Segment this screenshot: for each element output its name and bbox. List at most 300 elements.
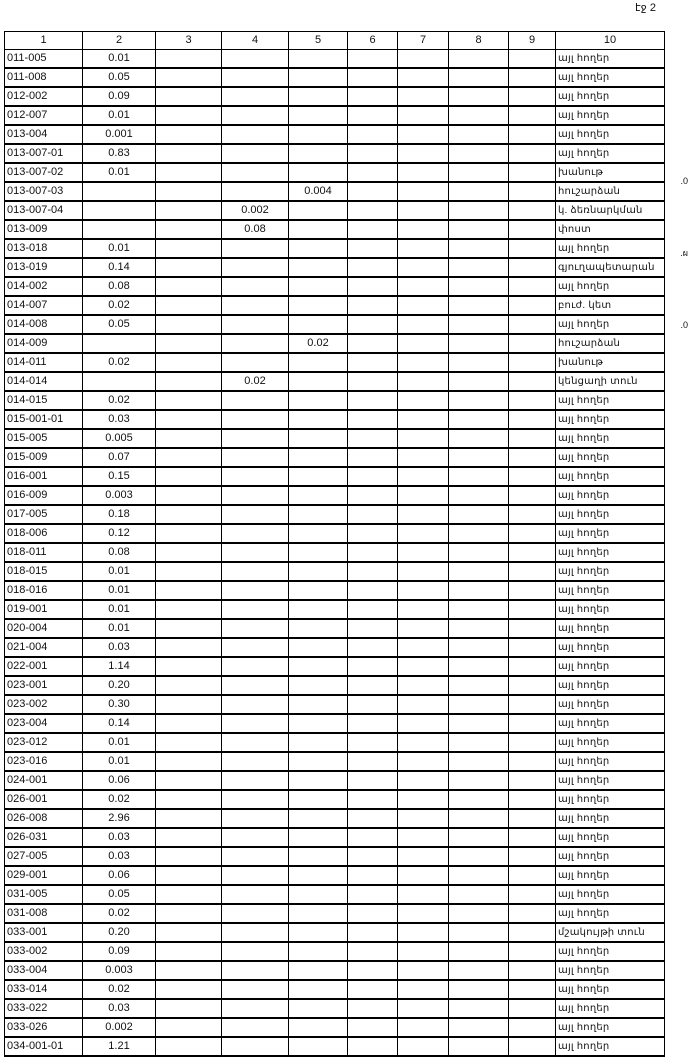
area-col4-cell [222, 1018, 289, 1037]
area-col4-cell [222, 296, 289, 315]
col9-cell [509, 125, 556, 144]
area-col5-cell [289, 296, 348, 315]
col8-cell [449, 942, 509, 961]
col8-cell [449, 353, 509, 372]
land-use-cell: այլ հողեր [556, 733, 665, 752]
table-row [5, 182, 665, 201]
area-col2-cell: 0.02 [83, 790, 156, 809]
col3-cell [156, 752, 222, 771]
col-header-5: 5 [289, 32, 348, 50]
col3-cell [156, 581, 222, 600]
land-use-cell: բուժ. կետ [556, 296, 665, 315]
parcel-code-cell: 033-002 [5, 942, 83, 961]
col7-cell [398, 524, 449, 543]
col7-cell [398, 600, 449, 619]
area-col2-cell: 0.08 [83, 543, 156, 562]
area-col2-cell: 0.01 [83, 239, 156, 258]
area-col2-cell [83, 334, 156, 353]
col9-cell [509, 752, 556, 771]
col9-cell [509, 144, 556, 163]
col3-cell [156, 410, 222, 429]
land-use-cell: կ. ձեռնարկման [556, 201, 665, 220]
col8-cell [449, 239, 509, 258]
parcel-code-cell: 029-001 [5, 866, 83, 885]
area-col5-cell [289, 866, 348, 885]
col9-cell [509, 657, 556, 676]
table-row [5, 600, 665, 619]
area-col4-cell [222, 410, 289, 429]
parcel-code-cell: 012-007 [5, 106, 83, 125]
col8-cell [449, 334, 509, 353]
col7-cell [398, 258, 449, 277]
land-use-cell: այլ հողեր [556, 638, 665, 657]
col6-cell [348, 296, 398, 315]
parcel-code-cell: 013-004 [5, 125, 83, 144]
table-row [5, 467, 665, 486]
parcel-code-cell: 027-005 [5, 847, 83, 866]
parcel-code-cell: 020-004 [5, 619, 83, 638]
table-row [5, 144, 665, 163]
land-use-cell: այլ հողեր [556, 467, 665, 486]
col8-cell [449, 391, 509, 410]
parcel-code-cell: 013-009 [5, 220, 83, 239]
col3-cell [156, 809, 222, 828]
parcel-code-cell: 019-001 [5, 600, 83, 619]
col9-cell [509, 277, 556, 296]
parcel-code-cell: 026-008 [5, 809, 83, 828]
col7-cell [398, 201, 449, 220]
area-col2-cell: 0.02 [83, 980, 156, 999]
area-col5-cell [289, 904, 348, 923]
col3-cell [156, 562, 222, 581]
col6-cell [348, 505, 398, 524]
area-col2-cell: 0.01 [83, 752, 156, 771]
area-col2-cell: 0.02 [83, 904, 156, 923]
area-col4-cell [222, 619, 289, 638]
area-col2-cell: 0.09 [83, 942, 156, 961]
col9-cell [509, 581, 556, 600]
land-use-cell: այլ հողեր [556, 50, 665, 69]
area-col2-cell: 0.003 [83, 486, 156, 505]
area-col5-cell [289, 448, 348, 467]
col3-cell [156, 182, 222, 201]
col6-cell [348, 790, 398, 809]
area-col4-cell [222, 448, 289, 467]
area-col5-cell [289, 695, 348, 714]
col9-cell [509, 942, 556, 961]
land-use-cell: այլ հողեր [556, 676, 665, 695]
col-header-10: 10 [556, 32, 665, 50]
col3-cell [156, 296, 222, 315]
parcel-code-cell: 011-005 [5, 50, 83, 69]
table-row [5, 942, 665, 961]
col8-cell [449, 315, 509, 334]
parcel-code-cell: 024-001 [5, 771, 83, 790]
area-col4-cell [222, 486, 289, 505]
parcel-code-cell: 014-009 [5, 334, 83, 353]
area-col4-cell [222, 676, 289, 695]
col6-cell [348, 486, 398, 505]
area-col5-cell [289, 505, 348, 524]
col6-cell [348, 562, 398, 581]
col9-cell [509, 372, 556, 391]
area-col4-cell [222, 258, 289, 277]
table-row [5, 334, 665, 353]
area-col4-cell [222, 961, 289, 980]
table-row [5, 1018, 665, 1037]
col7-cell [398, 50, 449, 69]
parcel-code-cell: 026-031 [5, 828, 83, 847]
parcel-code-cell: 013-019 [5, 258, 83, 277]
col6-cell [348, 467, 398, 486]
parcel-code-cell: 013-007-04 [5, 201, 83, 220]
area-col4-cell [222, 524, 289, 543]
col-header-8: 8 [449, 32, 509, 50]
area-col4-cell: 0.002 [222, 201, 289, 220]
area-col2-cell: 0.03 [83, 410, 156, 429]
area-col2-cell: 0.005 [83, 429, 156, 448]
col9-cell [509, 50, 556, 69]
col3-cell [156, 467, 222, 486]
parcel-code-cell: 015-001-01 [5, 410, 83, 429]
area-col5-cell [289, 68, 348, 87]
land-use-cell: այլ հողեր [556, 87, 665, 106]
table-row [5, 87, 665, 106]
area-col2-cell: 0.01 [83, 163, 156, 182]
col9-cell [509, 961, 556, 980]
area-col4-cell [222, 277, 289, 296]
col7-cell [398, 505, 449, 524]
col8-cell [449, 1018, 509, 1037]
table-row [5, 239, 665, 258]
area-col5-cell [289, 562, 348, 581]
area-col5-cell [289, 942, 348, 961]
land-use-cell: մշակույթի տուն [556, 923, 665, 942]
land-use-cell: այլ հողեր [556, 828, 665, 847]
col6-cell [348, 163, 398, 182]
table-row [5, 999, 665, 1018]
col8-cell [449, 258, 509, 277]
land-use-cell: հուշարձան [556, 334, 665, 353]
table-row [5, 1037, 665, 1056]
area-col4-cell [222, 239, 289, 258]
col9-cell [509, 524, 556, 543]
col8-cell [449, 372, 509, 391]
col9-cell [509, 1018, 556, 1037]
col8-cell [449, 524, 509, 543]
area-col4-cell [222, 505, 289, 524]
col7-cell [398, 68, 449, 87]
col-header-9: 9 [509, 32, 556, 50]
land-use-cell: այլ հողեր [556, 619, 665, 638]
table-row [5, 847, 665, 866]
col7-cell [398, 752, 449, 771]
col9-cell [509, 904, 556, 923]
land-use-cell: այլ հողեր [556, 714, 665, 733]
table-row [5, 695, 665, 714]
col3-cell [156, 315, 222, 334]
col3-cell [156, 980, 222, 999]
table-row [5, 809, 665, 828]
parcel-code-cell: 016-001 [5, 467, 83, 486]
col3-cell [156, 771, 222, 790]
col6-cell [348, 581, 398, 600]
col8-cell [449, 581, 509, 600]
area-col2-cell: 1.14 [83, 657, 156, 676]
area-col5-cell [289, 467, 348, 486]
land-use-cell: այլ հողեր [556, 277, 665, 296]
col6-cell [348, 258, 398, 277]
col8-cell [449, 714, 509, 733]
col3-cell [156, 885, 222, 904]
parcel-code-cell: 023-002 [5, 695, 83, 714]
land-use-cell: այլ հողեր [556, 866, 665, 885]
area-col4-cell [222, 904, 289, 923]
col9-cell [509, 334, 556, 353]
land-use-cell: այլ հողեր [556, 448, 665, 467]
table-row [5, 866, 665, 885]
table-row [5, 657, 665, 676]
col3-cell [156, 68, 222, 87]
area-col4-cell [222, 752, 289, 771]
col-header-2: 2 [83, 32, 156, 50]
col9-cell [509, 999, 556, 1018]
area-col5-cell [289, 106, 348, 125]
col7-cell [398, 676, 449, 695]
land-use-cell: այլ հողեր [556, 942, 665, 961]
area-col2-cell: 0.001 [83, 125, 156, 144]
area-col4-cell: 0.08 [222, 220, 289, 239]
col8-cell [449, 182, 509, 201]
col3-cell [156, 106, 222, 125]
col8-cell [449, 562, 509, 581]
col3-cell [156, 144, 222, 163]
col7-cell [398, 296, 449, 315]
area-col5-cell [289, 315, 348, 334]
col7-cell [398, 980, 449, 999]
col6-cell [348, 239, 398, 258]
col8-cell [449, 106, 509, 125]
col9-cell [509, 201, 556, 220]
area-col2-cell: 0.01 [83, 106, 156, 125]
table-row [5, 391, 665, 410]
table-row [5, 486, 665, 505]
col7-cell [398, 353, 449, 372]
col8-cell [449, 505, 509, 524]
header-row [5, 32, 665, 50]
area-col5-cell [289, 752, 348, 771]
col3-cell [156, 277, 222, 296]
area-col5-cell [289, 87, 348, 106]
area-col5-cell [289, 790, 348, 809]
area-col5-cell [289, 429, 348, 448]
area-col5-cell [289, 163, 348, 182]
col7-cell [398, 448, 449, 467]
col3-cell [156, 961, 222, 980]
land-use-cell: այլ հողեր [556, 391, 665, 410]
margin-mark: .0 [680, 320, 688, 330]
col8-cell [449, 277, 509, 296]
table-row [5, 163, 665, 182]
area-col5-cell [289, 201, 348, 220]
col6-cell [348, 999, 398, 1018]
land-use-cell: այլ հողեր [556, 752, 665, 771]
col6-cell [348, 315, 398, 334]
col6-cell [348, 657, 398, 676]
area-col2-cell: 0.08 [83, 277, 156, 296]
col6-cell [348, 182, 398, 201]
col6-cell [348, 50, 398, 69]
col3-cell [156, 239, 222, 258]
col6-cell [348, 524, 398, 543]
col6-cell [348, 600, 398, 619]
col7-cell [398, 410, 449, 429]
col8-cell [449, 125, 509, 144]
land-use-cell: այլ հողեր [556, 581, 665, 600]
col3-cell [156, 87, 222, 106]
land-use-cell: այլ հողեր [556, 125, 665, 144]
area-col4-cell [222, 828, 289, 847]
area-col5-cell [289, 1018, 348, 1037]
col7-cell [398, 942, 449, 961]
area-col4-cell [222, 980, 289, 999]
area-col4-cell [222, 999, 289, 1018]
area-col5-cell [289, 638, 348, 657]
col3-cell [156, 220, 222, 239]
col3-cell [156, 391, 222, 410]
col-header-1: 1 [5, 32, 83, 50]
table-row [5, 125, 665, 144]
col7-cell [398, 847, 449, 866]
area-col5-cell [289, 847, 348, 866]
parcel-code-cell: 033-022 [5, 999, 83, 1018]
area-col5-cell [289, 220, 348, 239]
parcel-code-cell: 014-015 [5, 391, 83, 410]
land-use-cell: այլ հողեր [556, 904, 665, 923]
col3-cell [156, 163, 222, 182]
col7-cell [398, 334, 449, 353]
col7-cell [398, 961, 449, 980]
col8-cell [449, 163, 509, 182]
col9-cell [509, 258, 556, 277]
col7-cell [398, 220, 449, 239]
col6-cell [348, 372, 398, 391]
parcel-code-cell: 014-008 [5, 315, 83, 334]
land-use-cell: այլ հողեր [556, 524, 665, 543]
area-col4-cell [222, 353, 289, 372]
table-row [5, 353, 665, 372]
land-use-cell: հուշարձան [556, 182, 665, 201]
area-col4-cell [222, 657, 289, 676]
col7-cell [398, 429, 449, 448]
area-col5-cell [289, 543, 348, 562]
col8-cell [449, 904, 509, 923]
area-col2-cell: 1.21 [83, 1037, 156, 1056]
col3-cell [156, 942, 222, 961]
col9-cell [509, 220, 556, 239]
area-col2-cell: 0.01 [83, 50, 156, 69]
col6-cell [348, 1037, 398, 1056]
col7-cell [398, 562, 449, 581]
area-col5-cell [289, 144, 348, 163]
area-col2-cell: 0.20 [83, 676, 156, 695]
land-use-cell: այլ հողեր [556, 543, 665, 562]
parcel-code-cell: 026-001 [5, 790, 83, 809]
area-col5-cell [289, 676, 348, 695]
col6-cell [348, 106, 398, 125]
col3-cell [156, 543, 222, 562]
area-col4-cell [222, 885, 289, 904]
parcel-code-cell: 018-011 [5, 543, 83, 562]
col9-cell [509, 296, 556, 315]
col9-cell [509, 163, 556, 182]
area-col4-cell [222, 1037, 289, 1056]
col6-cell [348, 429, 398, 448]
col8-cell [449, 676, 509, 695]
col9-cell [509, 619, 556, 638]
col6-cell [348, 543, 398, 562]
col8-cell [449, 429, 509, 448]
col8-cell [449, 657, 509, 676]
area-col2-cell: 0.05 [83, 315, 156, 334]
parcel-code-cell: 033-001 [5, 923, 83, 942]
col7-cell [398, 372, 449, 391]
parcel-code-cell: 014-014 [5, 372, 83, 391]
parcel-code-cell: 031-008 [5, 904, 83, 923]
col8-cell [449, 961, 509, 980]
area-col2-cell: 0.14 [83, 258, 156, 277]
parcel-code-cell: 018-015 [5, 562, 83, 581]
col9-cell [509, 676, 556, 695]
parcel-code-cell: 023-001 [5, 676, 83, 695]
area-col5-cell [289, 961, 348, 980]
col9-cell [509, 106, 556, 125]
parcel-code-cell: 014-011 [5, 353, 83, 372]
col3-cell [156, 258, 222, 277]
parcel-code-cell: 016-009 [5, 486, 83, 505]
col3-cell [156, 847, 222, 866]
area-col5-cell [289, 733, 348, 752]
area-col4-cell [222, 638, 289, 657]
area-col4-cell [222, 315, 289, 334]
col7-cell [398, 144, 449, 163]
col3-cell [156, 1037, 222, 1056]
land-use-cell: այլ հողեր [556, 809, 665, 828]
col9-cell [509, 923, 556, 942]
area-col2-cell: 0.05 [83, 68, 156, 87]
col7-cell [398, 182, 449, 201]
area-col5-cell [289, 524, 348, 543]
parcel-code-cell: 014-002 [5, 277, 83, 296]
area-col2-cell: 0.12 [83, 524, 156, 543]
table-row [5, 201, 665, 220]
col8-cell [449, 619, 509, 638]
parcel-code-cell: 013-018 [5, 239, 83, 258]
area-col5-cell [289, 999, 348, 1018]
area-col5-cell [289, 125, 348, 144]
area-col5-cell [289, 657, 348, 676]
land-use-cell: փոստ [556, 220, 665, 239]
table-row [5, 961, 665, 980]
col6-cell [348, 904, 398, 923]
table-row [5, 296, 665, 315]
col9-cell [509, 486, 556, 505]
col3-cell [156, 125, 222, 144]
col8-cell [449, 68, 509, 87]
col6-cell [348, 866, 398, 885]
col6-cell [348, 448, 398, 467]
col3-cell [156, 429, 222, 448]
